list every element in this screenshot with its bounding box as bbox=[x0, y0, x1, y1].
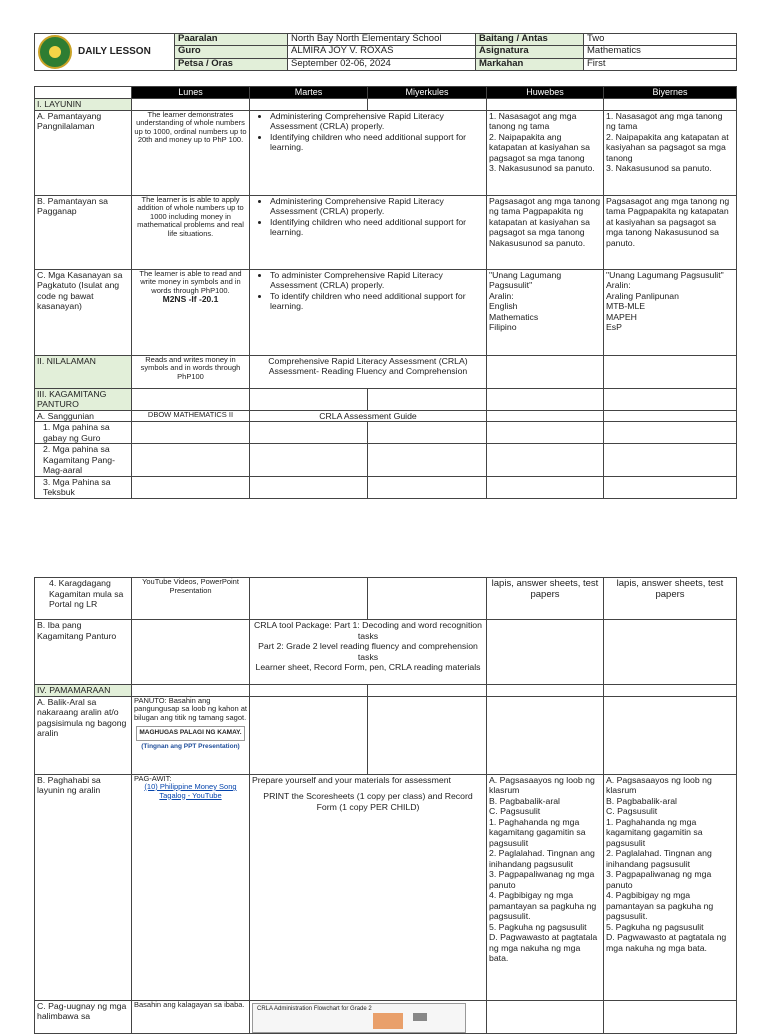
day-header-friday: Biyernes bbox=[604, 87, 737, 99]
midweek-mga-kasanayan bbox=[250, 269, 487, 355]
list-item: • Administering Comprehensive Rapid Literacy Assessment (CRLA) properly. bbox=[270, 111, 484, 132]
monday-pag-uugnay: Basahin ang kalagayan sa ibaba. bbox=[132, 1000, 250, 1033]
header-value: Mathematics bbox=[584, 46, 737, 58]
day-header-monday: Lunes bbox=[132, 87, 250, 99]
ppt-reference: (Tingnan ang PPT Presentation) bbox=[141, 742, 240, 750]
row-label-pag-uugnay: C. Pag-uugnay ng mga halimbawa sa bbox=[35, 1000, 132, 1033]
daily-lesson-title: DAILY LESSON bbox=[78, 45, 151, 57]
lesson-table-page-2 bbox=[34, 577, 737, 1034]
header-value: North Bay North Elementary School bbox=[288, 34, 476, 46]
list-item: • Identifying children who need additional support for learning. bbox=[270, 132, 484, 153]
midweek-pag-uugnay bbox=[250, 1000, 487, 1033]
thursday-mga-kasanayan: "Unang Lagumang Pagsusulit" Aralin: English Mathematics Filipino bbox=[487, 269, 604, 355]
handwashing-banner-image: MAGHUGAS PALAGI NG KAMAY. bbox=[136, 726, 245, 741]
list-item: • Administering Comprehensive Rapid Literacy Assessment (CRLA) properly. bbox=[270, 196, 484, 217]
row-label-balik-aral: A. Balik-Aral sa nakaraang aralin at/o pagsisimula ng bagong aralin bbox=[35, 696, 132, 774]
prepare-materials-text: Prepare yourself and your materials for assessment bbox=[252, 774, 451, 785]
friday-paghahabi: A. Pagsasaayos ng loob ng klasrum B. Pagbabalik-aral C. Pagsusulit 1. Paghahanda ng mga kagamitang gagamitin sa pagsusulit 2. Paglalahad. Tingnan ang inihandang pagsusulit 3. Pagpapaliwanag ng mga panuto 4. Pagbibigay ng mga pamantayan sa pagkuha ng pagsusulit. 5. Pagkuha ng pagsusulit D. Pagwawasto at pagtatala ng mga nakuha ng mga bata. bbox=[604, 774, 737, 1000]
header-label: Guro bbox=[175, 46, 288, 58]
friday-pamantayan-sa-pagganap: Pagsasagot ang mga tanong ng tama Pagpapakita ng katapatan at kasiyahan sa pagsagot sa mga tanong Nakasusunod sa panuto. bbox=[604, 195, 737, 269]
midweek-nilalaman: Comprehensive Rapid Literacy Assessment (CRLA) Assessment- Reading Fluency and Comprehension bbox=[250, 355, 487, 388]
row-label-mga-kasanayan: C. Mga Kasanayan sa Pagkatuto (Isulat ang code ng bawat kasanayan) bbox=[35, 269, 132, 355]
day-header-thursday: Huwebes bbox=[487, 87, 604, 99]
header-value: Two bbox=[584, 34, 737, 46]
list-item: • To administer Comprehensive Rapid Literacy Assessment (CRLA) properly. bbox=[270, 270, 484, 291]
row-label-gabay-ng-guro: 1. Mga pahina sa gabay ng Guro bbox=[35, 422, 132, 444]
monday-paghahabi bbox=[132, 774, 250, 1000]
monday-pamantayan-sa-pagganap: The learner is is able to apply addition of whole numbers up to 1000 including money in mathematical problems and real life situations. bbox=[132, 195, 250, 269]
midweek-pamantayang-pangnilalaman bbox=[250, 110, 487, 195]
midweek-iba-pang-kagamitan: CRLA tool Package: Part 1: Decoding and word recognition tasks Part 2: Grade 2 level reading fluency and comprehension tasks Learner sheet, Record Form, pen, CRLA reading materials bbox=[250, 620, 487, 685]
header-label: Asignatura bbox=[476, 46, 584, 58]
thursday-pamantayang-pangnilalaman: 1. Nasasagot ang mga tanong ng tama 2. Naipapakita ang katapatan at kasiyahan sa pagsagot sa mga tanong 3. Nakasusunod sa panuto. bbox=[487, 110, 604, 195]
philippine-money-song-link[interactable]: (10) Philippine Money Song Tagalog - YouTube bbox=[144, 782, 237, 800]
row-label-pamantayang-pangnilalaman: A. Pamantayang Pangnilalaman bbox=[35, 110, 132, 195]
section-nilalaman: II. NILALAMAN bbox=[35, 355, 132, 388]
row-label-karagdagang-kagamitan: 4. Karagdagang Kagamitan mula sa Portal ng LR bbox=[35, 578, 132, 620]
row-label-sanggunian: A. Sanggunian bbox=[35, 410, 132, 422]
header-label: Paaralan bbox=[175, 34, 288, 46]
monday-sanggunian: DBOW MATHEMATICS II bbox=[132, 410, 250, 422]
kasanayan-text: The learner is able to read and write money in symbols and in words through PhP100. bbox=[139, 269, 242, 295]
row-label-kagamitang-pang-mag-aaral: 2. Mga pahina sa Kagamitang Pang-Mag-aaral bbox=[35, 444, 132, 477]
header-value: ALMIRA JOY V. ROXAS bbox=[288, 46, 476, 58]
monday-mga-kasanayan bbox=[132, 269, 250, 355]
midweek-pamantayan-sa-pagganap bbox=[250, 195, 487, 269]
header-table bbox=[34, 33, 737, 71]
thursday-pamantayan-sa-pagganap: Pagsasagot ang mga tanong ng tama Pagpapakita ng katapatan at kasiyahan sa pagsagot sa mga tanong Nakasusunod sa panuto. bbox=[487, 195, 604, 269]
row-label-paghahabi: B. Paghahabi sa layunin ng aralin bbox=[35, 774, 132, 1000]
midweek-paghahabi bbox=[250, 774, 487, 1000]
print-scoresheets-text: PRINT the Scoresheets (1 copy per class) and Record Form (1 copy PER CHILD) bbox=[263, 791, 473, 812]
row-label-pamantayan-sa-pagganap: B. Pamantayan sa Pagganap bbox=[35, 195, 132, 269]
list-item: • To identify children who need additional support for learning. bbox=[270, 291, 484, 312]
section-pamamaraan: IV. PAMAMARAAN bbox=[35, 685, 132, 697]
header-value: September 02-06, 2024 bbox=[288, 58, 476, 70]
friday-karagdagang-kagamitan: lapis, answer sheets, test papers bbox=[604, 578, 737, 620]
friday-mga-kasanayan: "Unang Lagumang Pagsusulit" Aralin: Araling Panlipunan MTB-MLE MAPEH EsP bbox=[604, 269, 737, 355]
crla-flowchart-image bbox=[252, 1003, 466, 1033]
flowchart-box bbox=[373, 1013, 403, 1029]
pag-awit-title: PAG-AWIT: bbox=[134, 774, 172, 783]
list-item: • Identifying children who need additional support for learning. bbox=[270, 217, 484, 238]
monday-nilalaman: Reads and writes money in symbols and in words through PhP100 bbox=[132, 355, 250, 388]
monday-pamantayang-pangnilalaman: The learner demonstrates understanding of whole numbers up to 1000, ordinal numbers up to 20th and money up to PhP 100. bbox=[132, 110, 250, 195]
flowchart-title: CRLA Administration Flowchart for Grade 2 bbox=[257, 1005, 372, 1012]
header-label: Petsa / Oras bbox=[175, 58, 288, 70]
thursday-karagdagang-kagamitan: lapis, answer sheets, test papers bbox=[487, 578, 604, 620]
section-kagamitang-panturo: III. KAGAMITANG PANTURO bbox=[35, 388, 132, 410]
thursday-paghahabi: A. Pagsasaayos ng loob ng klasrum B. Pagbabalik-aral C. Pagsusulit 1. Paghahanda ng mga kagamitang gagamitin sa pagsusulit 2. Paglalahad. Tingnan ang inihandang pagsusulit 3. Pagpapaliwanag ng mga panuto 4. Pagbibigay ng mga pamantayan sa pagkuha ng pagsusulit. 5. Pagkuha ng pagsusulit D. Pagwawasto at pagtatala ng mga nakuha ng mga bata. bbox=[487, 774, 604, 1000]
lesson-table-page-1 bbox=[34, 86, 737, 499]
balik-aral-panuto: PANUTO: Basahin ang pangungusap sa loob ng kahon at bilugan ang titik ng tamang sagot. bbox=[134, 696, 248, 722]
section-layunin: I. LAYUNIN bbox=[35, 99, 132, 111]
monday-karagdagang-kagamitan: YouTube Videos, PowerPoint Presentation bbox=[132, 578, 250, 620]
header-value: First bbox=[584, 58, 737, 70]
row-label-iba-pang-kagamitan: B. Iba pang Kagamitang Panturo bbox=[35, 620, 132, 685]
row-label-teksbuk: 3. Mga Pahina sa Teksbuk bbox=[35, 476, 132, 498]
corner-cell bbox=[35, 87, 132, 99]
header-label: Baitang / Antas bbox=[476, 34, 584, 46]
competency-code: M2NS -If -20.1 bbox=[162, 294, 219, 304]
flowchart-box bbox=[413, 1013, 427, 1021]
school-logo-icon bbox=[38, 35, 72, 69]
day-header-tuesday: Martes bbox=[250, 87, 368, 99]
header-label: Markahan bbox=[476, 58, 584, 70]
day-header-wednesday: Miyerkules bbox=[368, 87, 487, 99]
friday-pamantayang-pangnilalaman: 1. Nasasagot ang mga tanong ng tama 2. Naipapakita ang katapatan at kasiyahan sa pagsagot sa mga tanong 3. Nakasusunod sa panuto. bbox=[604, 110, 737, 195]
header-title-cell bbox=[35, 34, 175, 71]
monday-balik-aral bbox=[132, 696, 250, 774]
midweek-sanggunian: CRLA Assessment Guide bbox=[250, 410, 487, 422]
